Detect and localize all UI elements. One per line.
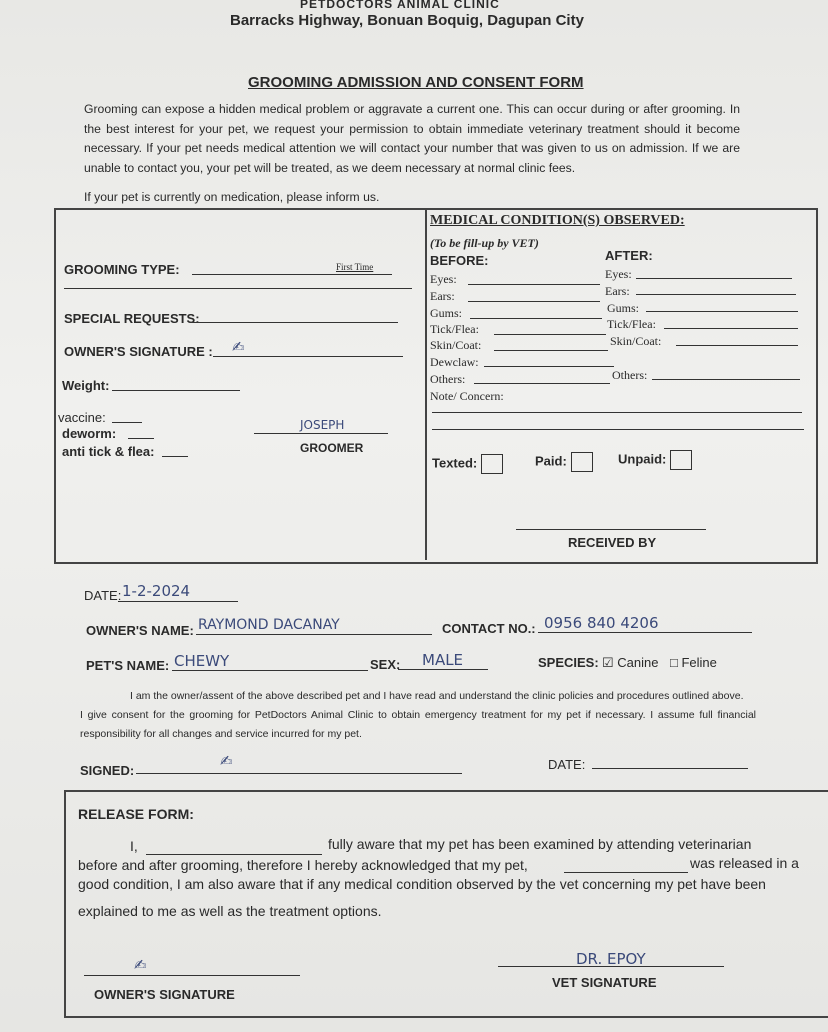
species-feline-option[interactable]: [670, 655, 717, 670]
special-requests-line[interactable]: [190, 322, 398, 323]
consent-date-line[interactable]: [592, 768, 748, 769]
date-value: 1-2-2024: [122, 582, 191, 600]
vaccine-label: vaccine:: [58, 410, 106, 425]
before-label: BEFORE:: [430, 253, 489, 268]
before-others-line[interactable]: [474, 383, 610, 384]
owner-release-signature-scribble: ✍: [134, 956, 147, 974]
before-gums: Gums:: [430, 306, 463, 320]
after-eyes: Eyes:: [605, 267, 632, 281]
before-skin: Skin/Coat:: [430, 338, 482, 352]
species-label: SPECIES:: [538, 655, 599, 670]
signed-line[interactable]: [136, 773, 462, 774]
before-eyes-line[interactable]: [468, 284, 600, 285]
after-gums-line[interactable]: [646, 311, 798, 312]
feline-label: Feline: [681, 655, 717, 670]
after-label: AFTER:: [605, 248, 653, 263]
before-tick-line[interactable]: [494, 334, 606, 335]
owner-signature-line[interactable]: [213, 356, 403, 357]
release-i: I,: [130, 838, 138, 854]
after-skin-line[interactable]: [676, 345, 798, 346]
release-text-3: was released in a: [690, 855, 799, 871]
canine-label: Canine: [617, 655, 659, 670]
owner-signature-label: OWNER'S SIGNATURE :: [64, 344, 213, 359]
release-text-4: good condition, I am also aware that if any medical condition observed by the vet concerning my pet have been: [78, 876, 766, 892]
unpaid-label: Unpaid:: [618, 451, 667, 467]
before-gums-line[interactable]: [470, 318, 602, 319]
unpaid-field: [618, 450, 692, 470]
before-skin-line[interactable]: [494, 350, 608, 351]
paid-label: Paid:: [535, 453, 567, 469]
grooming-type-line[interactable]: [192, 274, 392, 275]
species-canine-option[interactable]: [602, 655, 658, 671]
after-skin: Skin/Coat:: [610, 334, 662, 348]
grooming-extra-line[interactable]: [64, 288, 412, 289]
weight-line[interactable]: [112, 390, 240, 391]
after-others-line[interactable]: [652, 379, 800, 380]
owner-name-value: RAYMOND DACANAY: [198, 617, 340, 633]
dewclaw-line[interactable]: [484, 366, 614, 367]
signed-label: SIGNED:: [80, 763, 135, 778]
after-others: Others:: [612, 368, 648, 382]
form-title: GROOMING ADMISSION AND CONSENT FORM: [248, 74, 584, 91]
release-name-line[interactable]: [146, 854, 322, 855]
box-divider: [425, 210, 427, 560]
contact-value: 0956 840 4206: [544, 614, 659, 632]
date-line[interactable]: [118, 601, 238, 602]
release-pet-line[interactable]: [564, 872, 688, 873]
texted-field: [432, 454, 503, 474]
note-line-1[interactable]: [432, 412, 802, 413]
before-others: Others:: [430, 372, 466, 386]
feline-checkbox-icon: □: [670, 655, 678, 670]
note-line-2[interactable]: [432, 429, 804, 430]
groomer-name: JOSEPH: [300, 418, 345, 432]
after-gums: Gums:: [607, 301, 640, 315]
deworm-line[interactable]: [128, 438, 154, 439]
owner-signature-scribble: ✍: [232, 338, 245, 356]
anti-tick-line[interactable]: [162, 456, 188, 457]
intro-text: Grooming can expose a hidden medical problem or aggravate a current one. This can occur during or after grooming. In the best interest for your pet, we request your permission to obtain immediate veterinary treatment should it become necessary. If your pet needs medical attention we will contact your number that was given to us on admission. If we are unable to contact you, your pet will be treated, as we deem necessary at normal clinic fees.: [84, 102, 740, 175]
before-eyes: Eyes:: [430, 272, 457, 286]
received-by-line[interactable]: [516, 529, 706, 530]
groomer-line[interactable]: [254, 433, 388, 434]
release-text-5: explained to me as well as the treatment options.: [78, 903, 382, 919]
after-ears-line[interactable]: [636, 294, 796, 295]
owner-release-signature-line[interactable]: [84, 975, 300, 976]
paid-checkbox[interactable]: [571, 452, 593, 472]
grooming-type-value: First Time: [336, 262, 374, 272]
contact-label: CONTACT NO.:: [442, 621, 536, 636]
before-ears-line[interactable]: [468, 301, 600, 302]
consent-line-2: I give consent for the grooming for PetDoctors Animal Clinic to obtain emergency treatment for my pet if necessary. I assume full financial responsibility for all changes and service incurred for my pet.: [80, 709, 756, 740]
anti-tick-label: anti tick & flea:: [62, 444, 155, 459]
weight-label: Weight:: [62, 378, 110, 393]
vaccine-line[interactable]: [112, 422, 142, 423]
texted-checkbox[interactable]: [481, 454, 503, 474]
release-title: RELEASE FORM:: [78, 806, 194, 822]
dewclaw-label: Dewclaw:: [430, 355, 479, 369]
groomer-label: GROOMER: [300, 441, 364, 455]
received-by-label: RECEIVED BY: [568, 535, 657, 550]
after-tick-line[interactable]: [664, 328, 798, 329]
pet-name-value: CHEWY: [174, 652, 230, 670]
texted-label: Texted:: [432, 455, 478, 471]
consent-date-label: DATE:: [548, 757, 586, 772]
clinic-name: PETDOCTORS ANIMAL CLINIC: [300, 0, 500, 11]
after-eyes-line[interactable]: [636, 278, 792, 279]
before-tick: Tick/Flea:: [430, 322, 479, 336]
date-label: DATE:: [84, 588, 122, 603]
after-ears: Ears:: [605, 284, 630, 298]
owner-name-line[interactable]: [196, 634, 432, 635]
paid-field: [535, 452, 593, 472]
medication-note: If your pet is currently on medication, please inform us.: [84, 190, 380, 204]
vet-name: DR. EPOY: [576, 950, 646, 968]
sex-label: SEX:: [370, 657, 401, 672]
owner-name-label: OWNER'S NAME:: [86, 623, 194, 638]
release-text-2: before and after grooming, therefore I hereby acknowledged that my pet,: [78, 857, 528, 873]
clinic-address: Barracks Highway, Bonuan Boquig, Dagupan City: [230, 12, 584, 29]
deworm-label: deworm:: [62, 426, 117, 441]
vet-signature-label: VET SIGNATURE: [552, 975, 657, 990]
signed-signature-scribble: ✍: [220, 752, 233, 770]
sex-line[interactable]: [398, 669, 488, 670]
unpaid-checkbox[interactable]: [670, 450, 692, 470]
after-tick: Tick/Flea:: [607, 317, 656, 331]
sex-value: MALE: [422, 651, 464, 669]
consent-line-1: I am the owner/assent of the above described pet and I have read and understand the clinic policies and procedures outlined above.: [130, 690, 744, 702]
pet-name-line[interactable]: [172, 670, 368, 671]
owner-release-signature-label: OWNER'S SIGNATURE: [94, 987, 235, 1002]
medical-subtitle: (To be fill-up by VET): [430, 236, 539, 250]
canine-checkbox-checked-icon: ☑: [602, 655, 614, 670]
pet-name-label: PET'S NAME:: [86, 658, 170, 673]
note-label: Note/ Concern:: [430, 389, 504, 403]
release-text-1: fully aware that my pet has been examined by attending veterinarian: [328, 836, 752, 852]
contact-line[interactable]: [538, 632, 752, 633]
before-ears: Ears:: [430, 289, 455, 303]
grooming-type-label: GROOMING TYPE:: [64, 262, 180, 277]
special-requests-label: SPECIAL REQUESTS:: [64, 311, 200, 326]
medical-title: MEDICAL CONDITION(S) OBSERVED:: [430, 213, 685, 228]
